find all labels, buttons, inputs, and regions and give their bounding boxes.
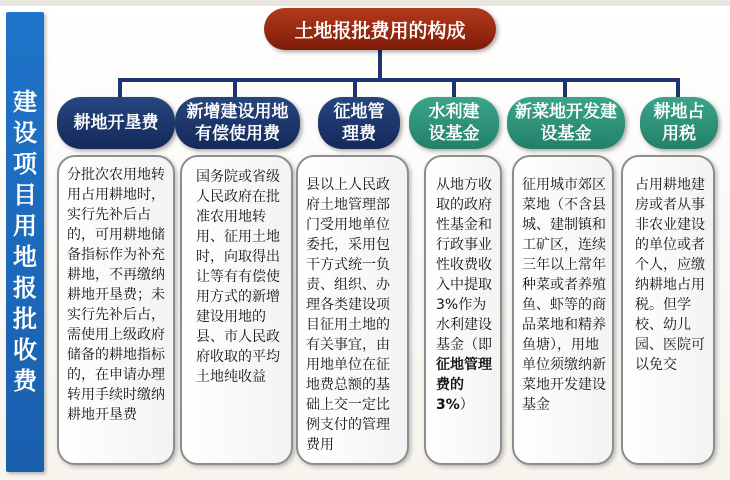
desc-box-water-fund	[424, 155, 502, 465]
heading-new-land-use-fee: 新增建设用地有偿使用费	[175, 97, 300, 149]
side-title-text: 建设项目用地报批收费	[13, 88, 37, 395]
desc-box-cultivation-fee	[57, 155, 175, 465]
water-fund-main-text: 从地方收取的政府性基金和行政事业性收费收入中提取3%作为水利建设基金	[436, 177, 492, 353]
desc-text-land-acquisition-fee: 县以上人民政府土地管理部门受用地单位委托，采用包干方式统一负责、组织、办理各类建设项目征用土地的有关事宜，由用地单位在征地费总额的基础上交一定比例支付的管理费用	[306, 177, 390, 453]
desc-text-cultivation-fee: 分批次农用地转用占用耕地时，实行先补后占的，可用耕地储备指标作为补充耕地，不再缴纳耕地开垦费；未实行先补后占，需使用上级政府储备的耕地指标的，在申请办理转用手续时缴纳耕地开垦费	[67, 167, 165, 423]
desc-box-vegetable-fund	[512, 155, 614, 465]
desc-box-occupation-tax	[621, 155, 715, 465]
desc-text-water-fund	[436, 175, 496, 415]
heading-land-acquisition-fee: 征地管理费	[318, 97, 400, 149]
side-title	[6, 12, 44, 472]
heading-cultivation-fee: 耕地开垦费	[57, 97, 175, 149]
water-fund-bold-text: 征地管理费的3%	[436, 357, 492, 413]
top-title: 土地报批费用的构成	[264, 8, 496, 50]
desc-text-occupation-tax: 占用耕地建房或者从事非农业建设的单位或者个人，应缴纳耕地占用税。但学校、幼儿园、医院可以免交	[635, 177, 705, 373]
desc-text-vegetable-fund: 征用城市郊区菜地（不含县城、建制镇和工矿区，连续三年以上常年种菜或者养殖鱼、虾等的商品菜地和精养鱼塘），用地单位须缴纳新菜地开发建设基金	[522, 177, 606, 413]
desc-box-land-acquisition-fee	[296, 155, 409, 465]
water-fund-paren-open: （即	[464, 337, 492, 353]
desc-text-new-land-use-fee: 国务院或省级人民政府在批准农用地转用、征用土地时，向取得出让等有有偿使用方式的新增建设用地的县、市人民政府收取的平均土地纯收益	[196, 169, 280, 385]
heading-occupation-tax: 耕地占用税	[640, 97, 718, 149]
heading-vegetable-fund: 新菜地开发建设基金	[507, 97, 625, 149]
heading-water-fund: 水利建设基金	[409, 97, 499, 149]
water-fund-paren-close: ）	[459, 397, 474, 413]
desc-box-new-land-use-fee	[180, 155, 293, 465]
